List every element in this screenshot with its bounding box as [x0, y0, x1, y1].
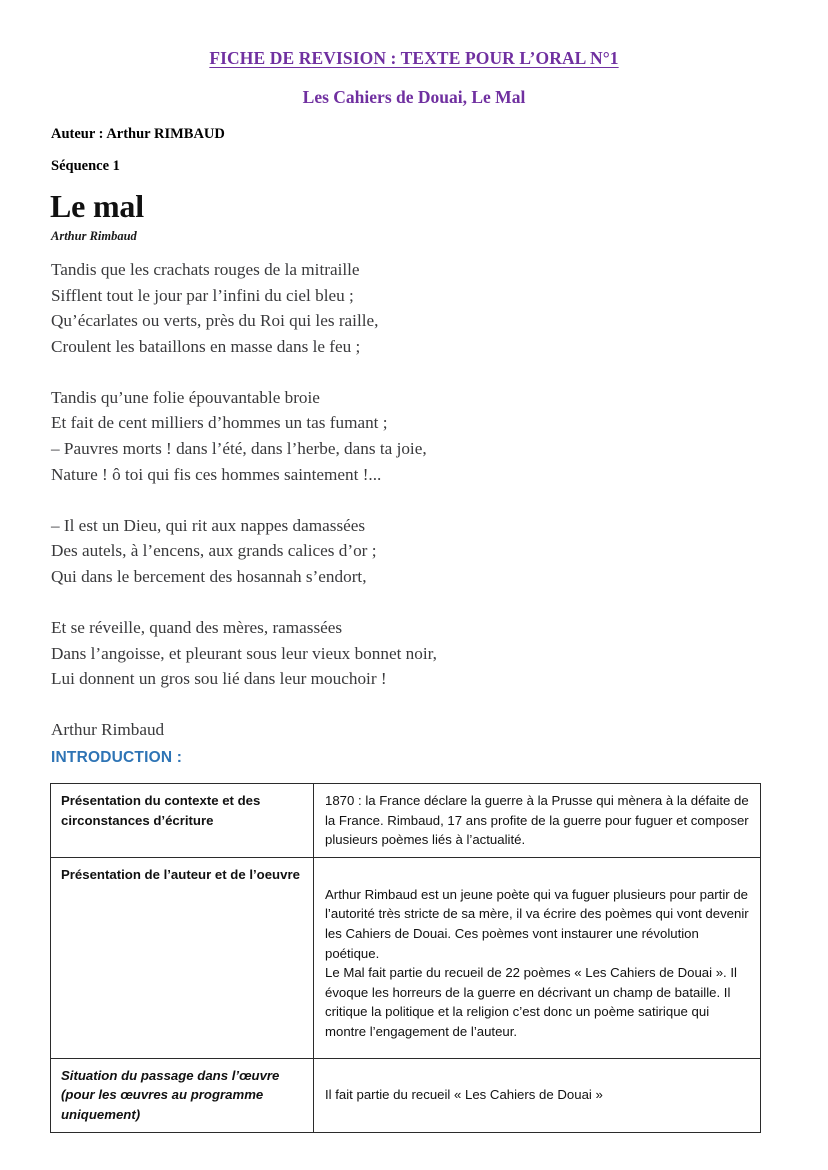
- table-cell-label: Présentation de l’auteur et de l’oeuvre: [51, 857, 314, 1058]
- table-cell-paragraph: Arthur Rimbaud est un jeune poète qui va fuguer plusieurs pour partir de l’autorité très stricte de sa mère, il va écrire des poèmes qui vont devenir les Cahiers de Douai. Ces poèmes vont instaurer une révolution poétique.: [325, 886, 749, 961]
- table-cell-label: Situation du passage dans l’œuvre (pour les œuvres au programme uniquement): [51, 1058, 314, 1132]
- poem-body: [51, 257, 691, 743]
- poem-line: Et se réveille, quand des mères, ramassées: [51, 618, 343, 638]
- poem-line: Sifflent tout le jour par l’infini du ciel bleu ;: [51, 285, 354, 305]
- table-cell-content: Il fait partie du recueil « Les Cahiers de Douai »: [314, 1058, 761, 1132]
- poem-line: Croulent les bataillons en masse dans le feu ;: [51, 336, 361, 356]
- poem-stanza: [51, 513, 691, 590]
- poem-byline: Arthur Rimbaud: [51, 229, 137, 243]
- table-cell-paragraph: Le Mal fait partie du recueil de 22 poèmes « Les Cahiers de Douai ». Il évoque les horreurs de la guerre en décrivant un champ de bataille. Il critique la politique et la religion c’est donc un poème satirique qui montre l’engagement de l’auteur.: [325, 965, 737, 1039]
- table-row: [51, 784, 761, 858]
- introduction-table: [50, 783, 761, 1133]
- table-row: [51, 857, 761, 1058]
- poem-line: Qu’écarlates ou verts, près du Roi qui les raille,: [51, 311, 379, 331]
- poem-line: Dans l’angoisse, et pleurant sous leur vieux bonnet noir,: [51, 643, 437, 663]
- poem-stanza: [51, 615, 691, 692]
- table-row: [51, 1058, 761, 1132]
- poem-title: Le mal: [50, 188, 144, 224]
- sequence-line: Séquence 1: [51, 158, 120, 174]
- poem-stanza: [51, 385, 691, 487]
- table-cell-content: 1870 : la France déclare la guerre à la Prusse qui mènera à la défaite de la France. Rimbaud, 17 ans profite de la guerre pour fuguer et composer plusieurs poèmes liés à l’actualité.: [314, 784, 761, 858]
- poem-stanza: [51, 257, 691, 359]
- poem-line: Des autels, à l’encens, aux grands calices d’or ;: [51, 541, 377, 561]
- poem-line: – Il est un Dieu, qui rit aux nappes damassées: [51, 515, 366, 535]
- document-title: FICHE DE REVISION : TEXTE POUR L’ORAL N°1: [209, 48, 619, 68]
- table-cell-content: [314, 857, 761, 1058]
- poem-signature: Arthur Rimbaud: [51, 720, 165, 740]
- author-line: Auteur : Arthur RIMBAUD: [51, 126, 225, 142]
- document-subtitle: Les Cahiers de Douai, Le Mal: [302, 87, 526, 107]
- poem-line: – Pauvres morts ! dans l’été, dans l’herbe, dans ta joie,: [51, 439, 427, 459]
- poem-line: Lui donnent un gros sou lié dans leur mouchoir !: [51, 669, 387, 689]
- poem-line: Et fait de cent milliers d’hommes un tas fumant ;: [51, 413, 388, 433]
- poem-line: Tandis que les crachats rouges de la mitraille: [51, 260, 360, 279]
- poem-line: Qui dans le bercement des hosannah s’endort,: [51, 566, 367, 586]
- poem-line: Tandis qu’une folie épouvantable broie: [51, 387, 320, 407]
- poem-line: Nature ! ô toi qui fis ces hommes saintement !...: [51, 464, 382, 484]
- table-cell-label: Présentation du contexte et des circonstances d’écriture: [51, 784, 314, 858]
- introduction-heading: INTRODUCTION :: [51, 749, 183, 766]
